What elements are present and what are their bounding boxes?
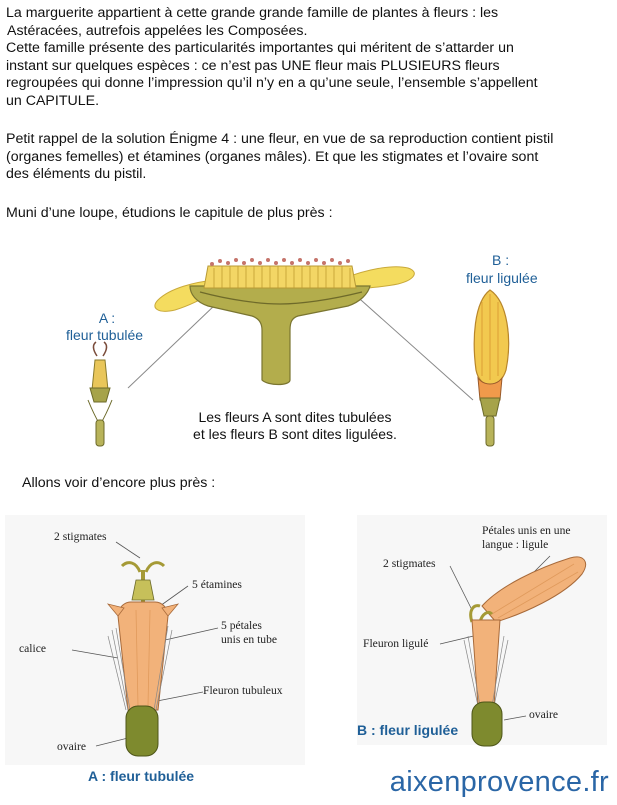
intro-line: un CAPITULE.	[6, 92, 100, 109]
label-b-petales	[482, 524, 571, 552]
top-caption	[160, 409, 430, 443]
intro-paragraph	[6, 5, 611, 111]
label-a-petales	[221, 619, 277, 647]
label-b-name: fleur ligulée	[466, 270, 538, 286]
reminder-line: Petit rappel de la solution Énigme 4 : une fleur, en vue de sa reproduction contient pistil	[6, 131, 554, 147]
label-b-petales-line: langue : ligule	[482, 538, 549, 551]
closer-text	[22, 475, 617, 493]
caption-b: B : fleur ligulée	[357, 722, 459, 738]
reminder-paragraph	[6, 131, 611, 184]
loupe-text-line: Muni d’une loupe, étudions le capitule de plus près :	[6, 205, 333, 221]
tubular-flower-small	[88, 342, 112, 446]
receptacle-stem	[190, 286, 370, 385]
leader-line-a	[128, 304, 216, 388]
loupe-text	[6, 205, 611, 223]
intro-line: Astéracées, autrefois appelées les Composées.	[7, 22, 308, 39]
intro-line: regroupées qui donne l’impression qu’il n’y en a qu’une seule, l’ensemble s’appellent	[6, 75, 538, 92]
leader-line-b	[352, 292, 473, 400]
label-b-petales-line: Pétales unis en une	[482, 524, 571, 537]
label-a-petales-line: 5 pétales	[221, 619, 262, 632]
label-a-calice: calice	[19, 642, 47, 655]
reminder-line: des éléments du pistil.	[6, 166, 147, 183]
label-a-fleuron: Fleuron tubuleux	[203, 684, 283, 697]
intro-line: La marguerite appartient à cette grande grande famille de plantes à fleurs : les	[6, 5, 499, 21]
intro-line: instant sur quelques espèces : ce n’est pas UNE fleur mais PLUSIEURS fleurs	[6, 57, 500, 74]
label-a-stigmates: 2 stigmates	[54, 530, 107, 543]
label-a-petales-line: unis en tube	[221, 633, 278, 646]
label-a-ovaire: ovaire	[57, 740, 86, 753]
closer-text-line: Allons voir d’encore plus près :	[22, 475, 216, 491]
label-a-letter: A :	[98, 310, 116, 326]
top-caption-line: Les fleurs A sont dites tubulées	[198, 409, 392, 425]
label-b-stigmates: 2 stigmates	[383, 557, 436, 570]
label-b-fleuron: Fleuron ligulé	[363, 637, 429, 650]
label-a-etamines: 5 étamines	[192, 578, 242, 591]
label-b-ovaire: ovaire	[529, 708, 558, 721]
ligulate-flower-small	[474, 290, 508, 446]
disk-florets	[204, 266, 356, 288]
intro-line: Cette famille présente des particularités importantes qui méritent de s’attarder un	[6, 40, 514, 57]
disk-stigmas	[210, 258, 350, 266]
label-a-name: fleur tubulée	[66, 327, 144, 343]
site-footer-brand: aixenprovence.fr	[389, 766, 609, 798]
label-b-letter: B :	[492, 252, 510, 268]
top-caption-line: et les fleurs B sont dites ligulées.	[193, 426, 397, 442]
caption-a: A : fleur tubulée	[88, 768, 195, 784]
reminder-line: (organes femelles) et étamines (organes mâles). Et que les stigmates et l’ovaire sont	[6, 148, 539, 165]
